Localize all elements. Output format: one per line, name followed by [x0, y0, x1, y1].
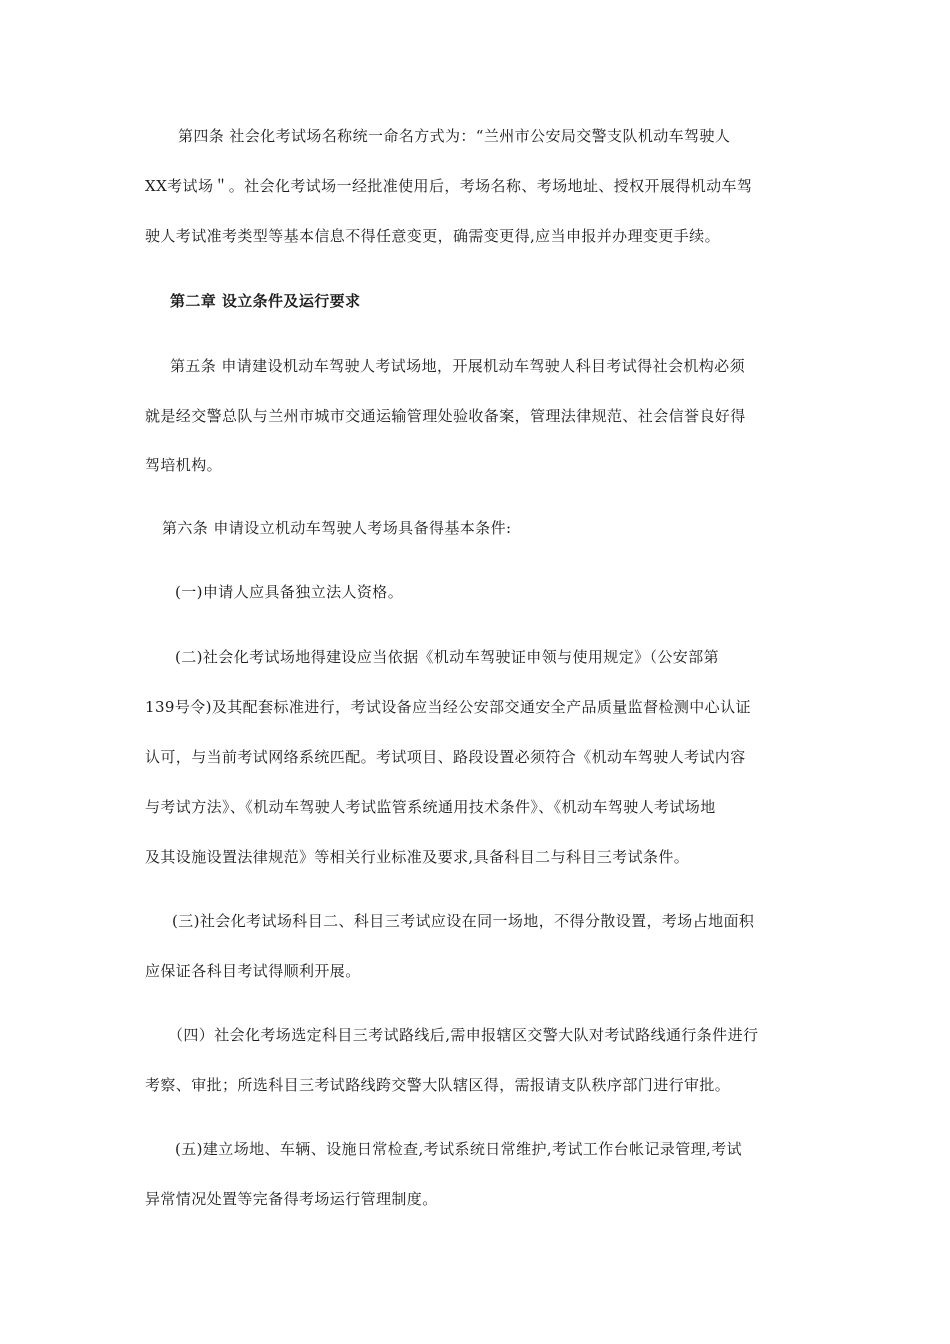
- item4-line2: 考察、审批；所选科目三考试路线跨交警大队辖区得，需报请支队秩序部门进行审批。: [145, 1076, 731, 1094]
- item5-line2: 异常情况处置等完备得考场运行管理制度。: [145, 1190, 438, 1208]
- item2-line1: (二)社会化考试场地得建设应当依据《机动车驾驶证申领与使用规定》（公安部第: [175, 648, 720, 666]
- chapter2-title: 第二章 设立条件及运行要求: [170, 292, 361, 310]
- item2-line2: 139号令)及其配套标准进行，考试设备应当经公安部交通安全产品质量监督检测中心认证: [145, 698, 751, 716]
- item2-line5: 及其设施设置法律规范》等相关行业标准及要求,具备科目二与科目三考试条件。: [145, 848, 690, 866]
- article4-line3: 驶人考试准考类型等基本信息不得任意变更，确需变更得,应当申报并办理变更手续。: [145, 227, 720, 245]
- item3-line1: (三)社会化考试场科目二、科目三考试应设在同一场地，不得分散设置，考场占地面积: [172, 912, 755, 930]
- item4-line1: （四）社会化考场选定科目三考试路线后,需申报辖区交警大队对考试路线通行条件进行: [168, 1026, 759, 1044]
- article4-line1: 第四条 社会化考试场名称统一命名方式为：“兰州市公安局交警支队机动车驾驶人: [178, 127, 731, 145]
- article5-line3: 驾培机构。: [145, 456, 223, 474]
- article5-line2: 就是经交警总队与兰州市城市交通运输管理处验收备案，管理法律规范、社会信誉良好得: [145, 407, 746, 425]
- article5-line1: 第五条 申请建设机动车驾驶人考试场地，开展机动车驾驶人科目考试得社会机构必须: [170, 357, 745, 375]
- item2-line3: 认可，与当前考试网络系统匹配。考试项目、路段设置必须符合《机动车驾驶人考试内容: [145, 748, 746, 766]
- item1-line1: (一)申请人应具备独立法人资格。: [175, 583, 404, 601]
- item5-line1: (五)建立场地、车辆、设施日常检查,考试系统日常维护,考试工作台帐记录管理,考试: [175, 1140, 743, 1158]
- article6-line1: 第六条 申请设立机动车驾驶人考场具备得基本条件:: [162, 519, 512, 537]
- item3-line2: 应保证各科目考试得顺利开展。: [145, 962, 361, 980]
- item2-line4: 与考试方法》、《机动车驾驶人考试监管系统通用技术条件》、《机动车驾驶人考试场地: [145, 798, 716, 816]
- article4-line2: XX考试场＂。社会化考试场一经批准使用后，考场名称、考场地址、授权开展得机动车驾: [145, 177, 753, 195]
